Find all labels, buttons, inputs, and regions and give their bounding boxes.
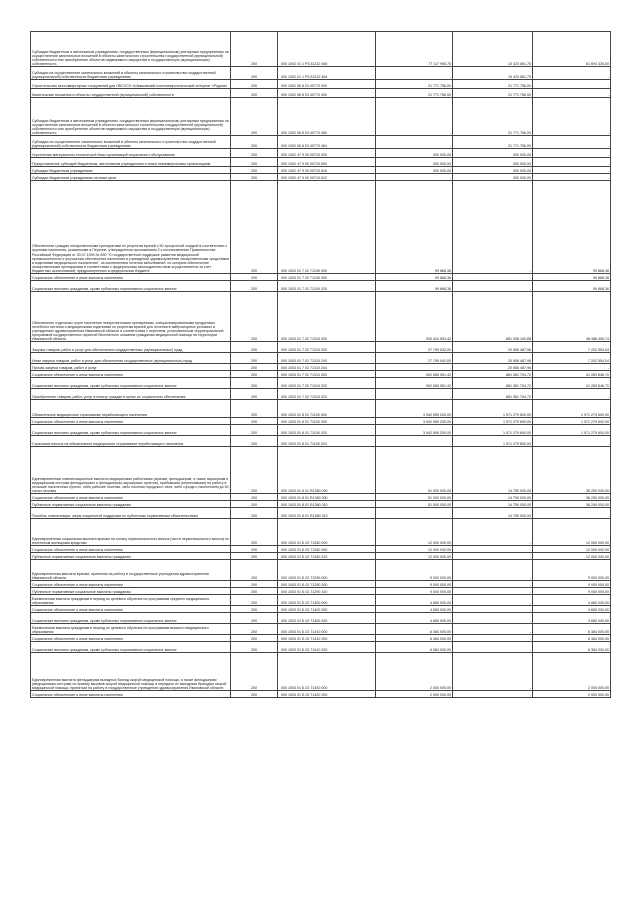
table-row <box>31 642 611 653</box>
row-executed-cell: 21 771 756,00 <box>453 80 533 89</box>
row-name-cell: Обеспечение отдельных групп населения лекарственными препаратами, специализированными продуктами лечебного питания и медицинскими изделиями по рецептам врачей для лечения в амбулаторных условиях в учреждениях здравоохранения Ивановской области в соответствии с перечнем, установленным территориальной программой государственных гарантий бесплатного оказания гражданам медицинской помощи на территории Ивановской области <box>31 292 231 342</box>
row-executed-cell: 14 750 000,00 <box>453 494 533 501</box>
row-remaining-cell: 2 000 000,00 <box>533 691 611 698</box>
row-remaining-cell: 9 000 000,00 <box>533 581 611 588</box>
row-kbk-cell: 000 1003 01 7 02 71310 244 <box>278 364 376 371</box>
row-code-cell: 200 <box>231 281 278 292</box>
table-row <box>31 80 611 89</box>
row-name-cell: Социальное обеспечение и иные выплаты населению <box>31 635 231 642</box>
row-approved-cell: 99 868,36 <box>376 181 453 274</box>
row-executed-cell: 14 750 000,00 <box>453 508 533 519</box>
row-name-cell: Капитальные вложения в объекты государственной (муниципальной) собственности <box>31 89 231 98</box>
row-name-cell: Иные закупки товаров, работ и услуг для обеспечения государственных (муниципальных) нужд <box>31 353 231 364</box>
table-row <box>31 635 611 642</box>
row-name-cell: Единовременные компенсационные выплаты медицинским работникам (врачам, фельдшерам, а также акушеркам и медицинским сестрам фельдшерских и фельдшерско-акушерских пунктов), прибывшим (переехавшим) на работу в сельские населенные пункты, либо рабочие поселки, либо поселки городского типа, либо города с населением до 50 тысяч человек <box>31 447 231 494</box>
row-name-cell: Социальные выплаты гражданам, кроме публичных нормативных социальных выплат <box>31 642 231 653</box>
row-executed-cell: - <box>453 642 533 653</box>
table-row <box>31 174 611 181</box>
row-executed-cell: - <box>453 560 533 581</box>
table-row <box>31 67 611 80</box>
row-executed-cell: - <box>453 581 533 588</box>
table-row <box>31 136 611 149</box>
table-row <box>31 181 611 274</box>
table-row <box>31 613 611 624</box>
row-remaining-cell: - <box>533 89 611 98</box>
row-approved-cell: 4 680 000,00 <box>376 613 453 624</box>
row-code-cell: 200 <box>231 624 278 635</box>
row-name-cell: Социальное обеспечение и иные выплаты населению <box>31 581 231 588</box>
row-kbk-cell: 000 1003 01 Б 02 71410 320 <box>278 642 376 653</box>
row-kbk-cell: 000 1003 01 8 01 R1380 300 <box>278 494 376 501</box>
row-code-cell: 200 <box>231 447 278 494</box>
row-code-cell: 200 <box>231 181 278 274</box>
row-executed-cell: 300 000,00 <box>453 174 533 181</box>
row-kbk-cell: 000 1002 47 9 00 00710 000 <box>278 149 376 158</box>
row-remaining-cell: - <box>533 98 611 136</box>
table-row <box>31 553 611 560</box>
row-name-cell: Публичные нормативные социальные выплаты гражданам <box>31 588 231 595</box>
row-name-cell: Социальные выплаты гражданам, кроме публичных нормативных социальных выплат <box>31 378 231 389</box>
row-approved-cell: 902 665 551,42 <box>376 378 453 389</box>
row-code-cell: 200 <box>231 378 278 389</box>
budget-execution-table <box>30 31 611 698</box>
row-name-cell: Социальные выплаты гражданам, кроме публичных нормативных социальных выплат <box>31 613 231 624</box>
row-remaining-cell: 4 680 000,00 <box>533 613 611 624</box>
row-approved-cell: 77 117 906,75 <box>376 32 453 67</box>
row-executed-cell: - <box>453 546 533 553</box>
table-row <box>31 501 611 508</box>
row-executed-cell: - <box>453 553 533 560</box>
row-name-cell: Пособия, компенсации, меры социальной поддержки по публичным нормативным обязательствам <box>31 508 231 519</box>
row-kbk-cell: 000 1002 01 1 Р3 51212 460 <box>278 32 376 67</box>
row-kbk-cell: 000 1003 01 Б 02 71260 300 <box>278 546 376 553</box>
row-kbk-cell: 000 1003 01 Б 02 71260 000 <box>278 519 376 546</box>
row-code-cell: 200 <box>231 80 278 89</box>
row-code-cell: 200 <box>231 67 278 80</box>
row-approved-cell: 3 942 559 200,00 <box>376 400 453 418</box>
row-name-cell: Строительство многоквартирных сооружений для ОБСУСО «Шекшовский психоневрологический интернат «Родник» <box>31 80 231 89</box>
row-kbk-cell: 000 1003 01 7 02 71310 300 <box>278 371 376 378</box>
row-approved-cell: 2 000 000,00 <box>376 653 453 691</box>
row-remaining-cell: 1 971 279 600,00 <box>533 425 611 436</box>
table-row <box>31 167 611 174</box>
row-remaining-cell: 6 384 000,00 <box>533 642 611 653</box>
row-name-cell: Субсидии на осуществление капитальных вложений в объекты капитального строительства государственной (муниципальной) собственности бюджетным учреждениям <box>31 67 231 80</box>
row-name-cell: Социальное обеспечение и иные выплаты населению <box>31 606 231 613</box>
row-approved-cell: 12 000 000,00 <box>376 553 453 560</box>
row-kbk-cell: 000 1003 01 Б 02 71290 300 <box>278 581 376 588</box>
row-kbk-cell: 000 1003 01 8 01 R1380 310 <box>278 501 376 508</box>
row-executed-cell: 300 000,00 <box>453 167 533 174</box>
row-approved-cell: - <box>376 136 453 149</box>
row-executed-cell: - <box>453 519 533 546</box>
row-approved-cell: 12 000 000,00 <box>376 519 453 546</box>
row-code-cell: 200 <box>231 691 278 698</box>
row-remaining-cell: - <box>533 174 611 181</box>
row-approved-cell: 4 680 000,00 <box>376 606 453 613</box>
row-approved-cell: 3 942 559 200,00 <box>376 418 453 425</box>
row-code-cell: 200 <box>231 581 278 588</box>
row-executed-cell: 15 423 581,75 <box>453 67 533 80</box>
row-kbk-cell: 000 1003 01 8 01 71100 000 <box>278 400 376 418</box>
row-name-cell: Публичные нормативные социальные выплаты гражданам <box>31 553 231 560</box>
table-row <box>31 595 611 606</box>
row-name-cell: Предоставление субсидий бюджетным, автономным учреждениям и иным некоммерческим организациям <box>31 158 231 167</box>
row-approved-cell: 12 000 000,00 <box>376 546 453 553</box>
row-approved-cell: 99 868,36 <box>376 281 453 292</box>
row-approved-cell: - <box>376 364 453 371</box>
row-name-cell: Закупка товаров, работ и услуг для обеспечения государственных (муниципальных) нужд <box>31 342 231 353</box>
row-name-cell: Приобретение товаров, работ, услуг в пользу граждан в целях их социального обеспечения <box>31 389 231 400</box>
table-row <box>31 158 611 167</box>
table-row <box>31 546 611 553</box>
row-kbk-cell: 000 1003 01 8 01 71100 320 <box>278 425 376 436</box>
row-approved-cell: 902 665 551,42 <box>376 371 453 378</box>
row-kbk-cell: 000 1003 01 7 02 71310 320 <box>278 378 376 389</box>
row-approved-cell: 51 000 000,00 <box>376 501 453 508</box>
table-row <box>31 519 611 546</box>
row-name-cell: Субсидии бюджетным учреждениям на иные цели <box>31 174 231 181</box>
row-name-cell: Публичные нормативные социальные выплаты гражданам <box>31 501 231 508</box>
row-code-cell: 200 <box>231 98 278 136</box>
row-name-cell: Социальное обеспечение и иные выплаты населению <box>31 371 231 378</box>
table-row <box>31 508 611 519</box>
row-kbk-cell: 000 1002 47 9 00 00710 612 <box>278 174 376 181</box>
table-body <box>31 32 611 698</box>
row-executed-cell: 14 750 000,00 <box>453 501 533 508</box>
row-executed-cell: 1 971 279 600,00 <box>453 425 533 436</box>
row-remaining-cell: 6 384 000,00 <box>533 635 611 642</box>
row-executed-cell: 20 556 487,96 <box>453 364 533 371</box>
row-kbk-cell: 000 1003 01 7 02 71310 000 <box>278 292 376 342</box>
row-approved-cell: 9 000 000,00 <box>376 588 453 595</box>
row-approved-cell: 27 759 042,00 <box>376 353 453 364</box>
row-code-cell: 200 <box>231 389 278 400</box>
row-remaining-cell: 12 000 000,00 <box>533 553 611 560</box>
row-name-cell: Субсидии бюджетным и автономным учреждениям, государственным (муниципальным) унитарным предприятиям на осуществление капитальных вложений в объекты капитального строительства государственной (муниципальной) собственности или приобретение объектов недвижимого имущества в государственную (муниципальную) собственность <box>31 32 231 67</box>
row-executed-cell: 21 771 756,00 <box>453 98 533 136</box>
row-name-cell: Страховые взносы на обязательное медицинское страхование неработающего населения <box>31 436 231 447</box>
row-executed-cell: 300 000,00 <box>453 149 533 158</box>
row-executed-cell: 1 971 279 600,00 <box>453 418 533 425</box>
row-code-cell: 200 <box>231 371 278 378</box>
row-code-cell: 200 <box>231 353 278 364</box>
row-name-cell: Ежемесячная выплата гражданам в период их целевого обучения по программам среднего медицинского образования <box>31 595 231 606</box>
row-name-cell: Социальные выплаты гражданам, кроме публичных нормативных социальных выплат <box>31 425 231 436</box>
row-name-cell: Субсидии бюджетным и автономным учреждениям, государственным (муниципальным) унитарным предприятиям на осуществление капитальных вложений в объекты капитального строительства государственной (муниципальной) собственности или приобретение объектов недвижимого имущества в государственную (муниципальную) собственность <box>31 98 231 136</box>
row-approved-cell: 21 771 756,00 <box>376 80 453 89</box>
row-name-cell: Прочая закупка товаров, работ и услуг <box>31 364 231 371</box>
row-name-cell: Укрепление материально-технической базы организаций социального обслуживания <box>31 149 231 158</box>
row-kbk-cell: 000 1003 01 Б 02 71410 300 <box>278 635 376 642</box>
row-code-cell: 200 <box>231 653 278 691</box>
row-executed-cell: - <box>453 635 533 642</box>
row-executed-cell: 861 381 704,72 <box>453 389 533 400</box>
row-kbk-cell: 000 1002 08 8 03 40770 400 <box>278 89 376 98</box>
row-kbk-cell: 000 1002 08 8 03 40770 464 <box>278 136 376 149</box>
row-kbk-cell: 000 1002 01 1 Р3 51212 464 <box>278 67 376 80</box>
row-remaining-cell: 6 384 000,00 <box>533 624 611 635</box>
row-kbk-cell: 000 1003 01 8 01 R1380 000 <box>278 447 376 494</box>
row-name-cell: Социальные выплаты гражданам, кроме публичных нормативных социальных выплат <box>31 281 231 292</box>
row-kbk-cell: 000 1003 01 Б 02 71420 300 <box>278 691 376 698</box>
table-row <box>31 691 611 698</box>
row-remaining-cell: 36 250 000,00 <box>533 447 611 494</box>
row-remaining-cell: - <box>533 136 611 149</box>
row-name-cell: Субсидии на осуществление капитальных вложений в объекты капитального строительства государственной (муниципальной) собственности бюджетным учреждениям <box>31 136 231 149</box>
row-code-cell: 200 <box>231 588 278 595</box>
row-executed-cell: 1 971 279 600,00 <box>453 400 533 418</box>
row-remaining-cell: 9 000 000,00 <box>533 588 611 595</box>
row-remaining-cell: 7 202 554,04 <box>533 342 611 353</box>
row-code-cell: 200 <box>231 613 278 624</box>
table-row <box>31 342 611 353</box>
row-remaining-cell: - <box>533 167 611 174</box>
row-approved-cell: 6 384 000,00 <box>376 642 453 653</box>
row-kbk-cell: 000 1002 08 8 03 40770 000 <box>278 80 376 89</box>
row-remaining-cell: - <box>533 67 611 80</box>
row-code-cell: 200 <box>231 136 278 149</box>
table-row <box>31 353 611 364</box>
table-row <box>31 581 611 588</box>
row-code-cell: 200 <box>231 553 278 560</box>
table-row <box>31 400 611 418</box>
row-code-cell: 200 <box>231 167 278 174</box>
row-approved-cell: - <box>376 436 453 447</box>
row-remaining-cell: 4 680 000,00 <box>533 606 611 613</box>
row-approved-cell: 51 000 000,00 <box>376 447 453 494</box>
row-remaining-cell: 99 868,36 <box>533 274 611 281</box>
table-row <box>31 89 611 98</box>
row-remaining-cell: 36 250 000,00 <box>533 501 611 508</box>
row-executed-cell: 20 556 487,96 <box>453 353 533 364</box>
row-name-cell: Обязательное медицинское страхование неработающего населения <box>31 400 231 418</box>
row-code-cell: 200 <box>231 501 278 508</box>
row-executed-cell: 20 556 487,96 <box>453 342 533 353</box>
row-executed-cell: - <box>453 274 533 281</box>
row-kbk-cell: 000 1002 47 9 00 00710 610 <box>278 167 376 174</box>
row-remaining-cell: 99 868,36 <box>533 181 611 274</box>
row-name-cell: Ежемесячная выплата гражданам в период их целевого обучения по программам высшего медицинского образования <box>31 624 231 635</box>
row-remaining-cell: - <box>533 364 611 371</box>
row-code-cell: 200 <box>231 342 278 353</box>
row-executed-cell: - <box>453 181 533 274</box>
row-executed-cell: - <box>453 281 533 292</box>
row-remaining-cell: 1 971 279 600,00 <box>533 418 611 425</box>
table-row <box>31 274 611 281</box>
table-row <box>31 653 611 691</box>
row-code-cell: 200 <box>231 436 278 447</box>
row-kbk-cell: 000 1002 08 8 03 40770 460 <box>278 98 376 136</box>
table-row <box>31 624 611 635</box>
row-approved-cell: - <box>376 67 453 80</box>
row-remaining-cell: 12 000 000,00 <box>533 519 611 546</box>
row-approved-cell: 300 000,00 <box>376 158 453 167</box>
row-remaining-cell: - <box>533 80 611 89</box>
row-kbk-cell: 000 1003 01 Б 02 71290 310 <box>278 588 376 595</box>
row-code-cell: 200 <box>231 606 278 613</box>
row-name-cell: Социальное обеспечение и иные выплаты населению <box>31 691 231 698</box>
row-kbk-cell: 000 1003 01 8 01 71100 324 <box>278 436 376 447</box>
row-code-cell: 200 <box>231 560 278 581</box>
row-kbk-cell: 000 1003 01 7 02 71240 000 <box>278 181 376 274</box>
row-kbk-cell: 000 1003 01 7 02 71310 240 <box>278 353 376 364</box>
row-remaining-cell: 1 971 279 600,00 <box>533 400 611 418</box>
row-executed-cell: 14 750 000,00 <box>453 447 533 494</box>
row-remaining-cell: 99 868,36 <box>533 281 611 292</box>
row-remaining-cell: 48 486 400,74 <box>533 292 611 342</box>
row-kbk-cell: 000 1003 01 Б 02 71410 000 <box>278 624 376 635</box>
row-code-cell: 200 <box>231 642 278 653</box>
row-remaining-cell: 9 000 000,00 <box>533 560 611 581</box>
row-approved-cell: 300 000,00 <box>376 167 453 174</box>
table-row <box>31 149 611 158</box>
table-row <box>31 389 611 400</box>
row-executed-cell: - <box>453 613 533 624</box>
table-row <box>31 364 611 371</box>
row-code-cell: 200 <box>231 508 278 519</box>
row-code-cell: 200 <box>231 635 278 642</box>
row-approved-cell: - <box>376 174 453 181</box>
row-approved-cell: 9 000 000,00 <box>376 581 453 588</box>
row-approved-cell: 6 384 000,00 <box>376 635 453 642</box>
row-name-cell: Социальное обеспечение и иные выплаты населению <box>31 418 231 425</box>
row-name-cell: Единовременная социальная выплата врачам на оплату первоначального взноса (части первоначального взноса) по ипотечным жилищным кредитам <box>31 519 231 546</box>
row-kbk-cell: 000 1003 01 7 02 71310 200 <box>278 342 376 353</box>
row-kbk-cell: 000 1003 01 Б 02 71400 300 <box>278 606 376 613</box>
row-approved-cell: 2 000 000,00 <box>376 691 453 698</box>
row-kbk-cell: 000 1003 01 7 02 71240 320 <box>278 281 376 292</box>
row-code-cell: 200 <box>231 174 278 181</box>
row-kbk-cell: 000 1003 01 8 01 R1380 313 <box>278 508 376 519</box>
row-remaining-cell: 12 000 000,00 <box>533 546 611 553</box>
row-executed-cell: - <box>453 653 533 691</box>
row-kbk-cell: 000 1002 47 9 00 00710 600 <box>278 158 376 167</box>
row-kbk-cell: 000 1003 01 Б 02 71420 000 <box>278 653 376 691</box>
row-kbk-cell: 000 1003 01 Б 02 71260 310 <box>278 553 376 560</box>
row-name-cell: Обеспечение граждан лекарственными препаратами по рецептам врачей с 50-процентной скидкой в соответствии с группами населения, указанными в Перечне, утвержденном приложением 2 к постановлению Правительства Российской Федерации от 30.07.1994 № 890 "О государственной поддержке развития медицинской промышленности и улучшении обеспечения населения и учреждений здравоохранения лекарственными средствами и изделиями медицинского назначения", за исключением лечения заболеваний, по которым обеспечение лекарственными препаратами в соответствии с федеральным законодательством осуществляется за счет бюджетных ассигнований, предусмотренных в федеральном бюджете <box>31 181 231 274</box>
row-code-cell: 200 <box>231 425 278 436</box>
row-name-cell: Субсидии бюджетным учреждениям <box>31 167 231 174</box>
row-name-cell: Единовременная выплата фельдшерам выездных бригад скорой медицинской помощи, а также фельдшерам (медицинским сестрам) по приему вызовов скорой медицинской помощи и передаче их выездным бригадам скорой медицинской помощи, принятым на работу в государственные учреждения здравоохранения Ивановской области <box>31 653 231 691</box>
row-remaining-cell: 41 283 846,70 <box>533 371 611 378</box>
table-row <box>31 98 611 136</box>
row-code-cell: 200 <box>231 519 278 546</box>
table-row <box>31 436 611 447</box>
row-code-cell: 200 <box>231 494 278 501</box>
row-remaining-cell: - <box>533 436 611 447</box>
table-row <box>31 560 611 581</box>
table-row <box>31 292 611 342</box>
row-approved-cell: 4 680 000,00 <box>376 595 453 606</box>
row-name-cell: Социальное обеспечение и иные выплаты населению <box>31 494 231 501</box>
row-executed-cell: 21 771 756,00 <box>453 89 533 98</box>
row-approved-cell: 300 000,00 <box>376 149 453 158</box>
table-row <box>31 281 611 292</box>
row-code-cell: 200 <box>231 149 278 158</box>
row-kbk-cell: 000 1003 01 7 02 71240 300 <box>278 274 376 281</box>
row-executed-cell: 21 771 756,00 <box>453 136 533 149</box>
row-remaining-cell: 7 202 554,04 <box>533 353 611 364</box>
row-approved-cell: 21 771 756,00 <box>376 89 453 98</box>
row-remaining-cell: - <box>533 158 611 167</box>
table-row <box>31 447 611 494</box>
row-executed-cell: 15 423 581,75 <box>453 32 533 67</box>
row-executed-cell: 861 381 704,72 <box>453 371 533 378</box>
row-remaining-cell: 61 694 325,00 <box>533 32 611 67</box>
row-approved-cell: 930 424 593,42 <box>376 292 453 342</box>
row-remaining-cell: 2 000 000,00 <box>533 653 611 691</box>
row-code-cell: 200 <box>231 364 278 371</box>
row-executed-cell: 861 381 704,72 <box>453 378 533 389</box>
row-approved-cell: - <box>376 389 453 400</box>
row-executed-cell: 1 971 279 600,00 <box>453 436 533 447</box>
row-name-cell: Социальное обеспечение и иные выплаты населению <box>31 546 231 553</box>
row-executed-cell: 881 938 192,68 <box>453 292 533 342</box>
row-remaining-cell: - <box>533 149 611 158</box>
row-code-cell: 200 <box>231 274 278 281</box>
row-kbk-cell: 000 1003 01 7 02 71310 323 <box>278 389 376 400</box>
row-remaining-cell: 36 250 000,00 <box>533 494 611 501</box>
row-kbk-cell: 000 1003 01 8 01 71100 300 <box>278 418 376 425</box>
table-row <box>31 588 611 595</box>
table-row <box>31 606 611 613</box>
row-executed-cell: - <box>453 595 533 606</box>
row-remaining-cell: - <box>533 389 611 400</box>
row-approved-cell: 51 000 000,00 <box>376 494 453 501</box>
table-row <box>31 32 611 67</box>
row-approved-cell: 27 759 042,00 <box>376 342 453 353</box>
row-code-cell: 200 <box>231 292 278 342</box>
table-row <box>31 371 611 378</box>
row-code-cell: 200 <box>231 546 278 553</box>
row-code-cell: 200 <box>231 89 278 98</box>
row-approved-cell: 3 942 559 200,00 <box>376 425 453 436</box>
row-executed-cell: - <box>453 624 533 635</box>
row-code-cell: 200 <box>231 400 278 418</box>
row-executed-cell: - <box>453 606 533 613</box>
row-remaining-cell: - <box>533 508 611 519</box>
row-executed-cell: 300 000,00 <box>453 158 533 167</box>
row-approved-cell: 6 384 000,00 <box>376 624 453 635</box>
row-approved-cell: 9 000 000,00 <box>376 560 453 581</box>
row-code-cell: 200 <box>231 32 278 67</box>
table-row <box>31 418 611 425</box>
row-name-cell: Социальное обеспечение и иные выплаты населению <box>31 274 231 281</box>
row-remaining-cell: 4 680 000,00 <box>533 595 611 606</box>
row-code-cell: 200 <box>231 418 278 425</box>
table-row <box>31 494 611 501</box>
row-executed-cell: - <box>453 588 533 595</box>
row-approved-cell: - <box>376 98 453 136</box>
row-remaining-cell: 41 283 846,70 <box>533 378 611 389</box>
row-kbk-cell: 000 1003 01 Б 02 71290 000 <box>278 560 376 581</box>
row-approved-cell: 99 868,36 <box>376 274 453 281</box>
row-name-cell: Единовременная выплата врачам, принятым на работу в государственные учреждения здравоохранения Ивановской области <box>31 560 231 581</box>
row-code-cell: 200 <box>231 158 278 167</box>
table-row <box>31 425 611 436</box>
row-approved-cell: - <box>376 508 453 519</box>
row-code-cell: 200 <box>231 595 278 606</box>
row-executed-cell: - <box>453 691 533 698</box>
table-row <box>31 378 611 389</box>
row-kbk-cell: 000 1003 01 Б 02 71400 000 <box>278 595 376 606</box>
row-kbk-cell: 000 1003 01 Б 02 71400 320 <box>278 613 376 624</box>
